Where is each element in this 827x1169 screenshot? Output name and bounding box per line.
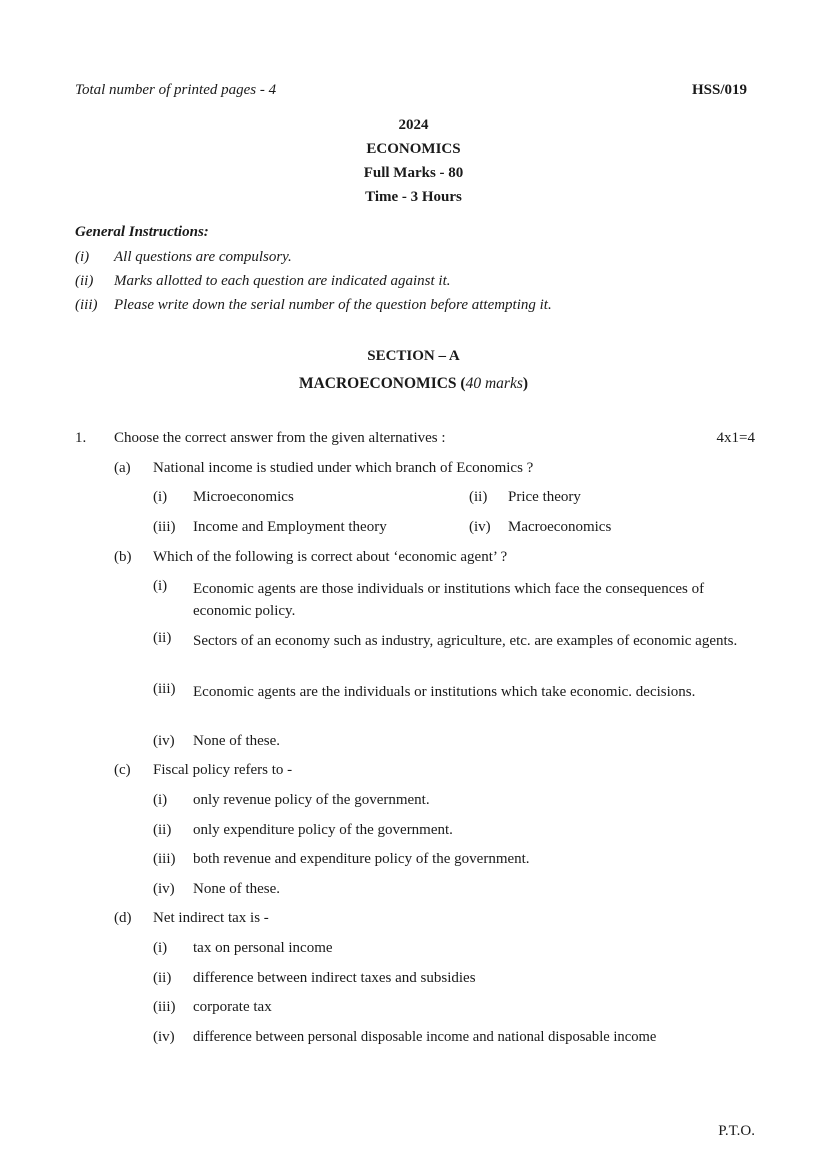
printed-pages-note: Total number of printed pages - 4 (75, 82, 277, 98)
subquestion-label: (c) (114, 762, 131, 778)
option-num: (iv) (153, 881, 175, 897)
instructions-heading: General Instructions: (75, 224, 209, 240)
option-num: (i) (153, 578, 168, 594)
option-num: (i) (153, 489, 168, 505)
subquestion-label: (a) (114, 460, 131, 476)
option-num: (ii) (153, 630, 172, 646)
subquestion-text: Which of the following is correct about ‘economic agent’ ? (153, 549, 508, 565)
section-subtitle-close: ) (522, 375, 529, 392)
paper-code: HSS/019 (691, 82, 747, 98)
option-num: (ii) (153, 970, 172, 986)
section-subtitle (0, 375, 827, 393)
option-text: None of these. (193, 733, 281, 749)
option-text: Income and Employment theory (193, 519, 387, 535)
option-num: (ii) (153, 822, 172, 838)
option-num: (iii) (153, 681, 176, 697)
section-title: SECTION – A (367, 348, 460, 364)
instruction-text: All questions are compulsory. (114, 249, 292, 265)
subquestion-text: Fiscal policy refers to - (153, 762, 293, 778)
option-text: Economic agents are the individuals or institutions which take economic. decisions. (193, 684, 696, 700)
instruction-num: (i) (75, 249, 90, 265)
option-text: difference between personal disposable income and national disposable income (193, 1029, 657, 1045)
exam-time: Time - 3 Hours (365, 189, 462, 205)
section-subtitle-name: MACROECONOMICS (298, 375, 457, 392)
instruction-text: Marks allotted to each question are indicated against it. (114, 273, 451, 289)
option-num: (iv) (153, 733, 175, 749)
subquestion-label: (b) (114, 549, 132, 565)
option-text: Price theory (508, 489, 581, 505)
option-text: tax on personal income (193, 940, 333, 956)
option-text: only revenue policy of the government. (193, 792, 430, 808)
question-marks: 4x1=4 (716, 430, 755, 446)
subquestion-label: (d) (114, 910, 132, 926)
option-text: Macroeconomics (508, 519, 612, 535)
option-text: None of these. (193, 881, 281, 897)
subquestion-text: National income is studied under which branch of Economics ? (153, 460, 534, 476)
option-text: corporate tax (193, 999, 272, 1015)
instruction-text: Please write down the serial number of the question before attempting it. (114, 297, 552, 313)
section-subtitle-open: ( (460, 375, 466, 392)
pto-note: P.T.O. (718, 1123, 755, 1139)
exam-year: 2024 (398, 117, 429, 133)
option-num: (i) (153, 940, 168, 956)
subquestion-text: Net indirect tax is - (153, 910, 269, 926)
full-marks: Full Marks - 80 (363, 165, 464, 181)
question-number: 1. (75, 430, 87, 446)
option-num: (iv) (469, 519, 491, 535)
question-text: Choose the correct answer from the given alternatives : (114, 430, 446, 446)
option-num: (iv) (153, 1029, 175, 1045)
option-text: only expenditure policy of the government. (193, 822, 453, 838)
option-text: Sectors of an economy such as industry, agriculture, etc. are examples of economic agents. (193, 633, 738, 649)
exam-subject: ECONOMICS (366, 141, 461, 157)
instruction-num: (ii) (75, 273, 94, 289)
option-num: (ii) (469, 489, 488, 505)
option-num: (iii) (153, 519, 176, 535)
option-num: (i) (153, 792, 168, 808)
option-num: (iii) (153, 851, 176, 867)
option-text: difference between indirect taxes and subsidies (193, 970, 476, 986)
option-text: both revenue and expenditure policy of the government. (193, 851, 530, 867)
option-text: Economic agents are those individuals or institutions which face the consequences of economic policy. (193, 581, 705, 619)
section-subtitle-marks: 40 marks (465, 375, 523, 392)
option-text: Microeconomics (193, 489, 294, 505)
option-num: (iii) (153, 999, 176, 1015)
instruction-num: (iii) (75, 297, 98, 313)
